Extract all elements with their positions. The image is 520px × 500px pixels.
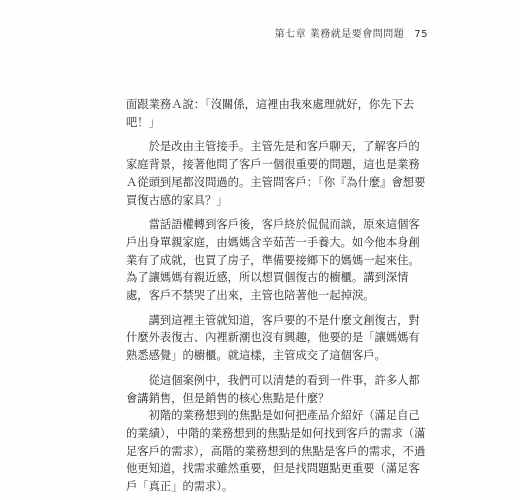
body-text	[126, 96, 426, 496]
paragraph: 當話語權轉到客戶後，客戶終於侃侃而談，原來這個客戶出身單親家庭，由媽媽含辛茹苦一手養大。如今他本身創業有了成就，也買了房子，準備要接鄉下的媽媽一起來住。為了讓媽媽有親近感，所以想買個復古的櫥櫃。講到深情處，客戶不禁哭了出來，主管也陪著他一起掉淚。	[126, 218, 420, 303]
paragraph: 初階的業務想到的焦點是如何把產品介紹好（滿足自己的業績），中階的業務想到的焦點是如何找到客戶的需求（滿足客戶的需求），高階的業務想到的焦點是客戶的需求，不過他更知道，找需求雖然重要，但是找問題點更重要（滿足客戶「真正」的需求）。	[126, 409, 426, 494]
paragraph: 於是改由主管接手。主管先是和客戶聊天，了解客戶的家庭背景，接著他問了客戶一個很重要的問題，這也是業務Ａ從頭到尾都沒問過的。主管問客戶：「你『為什麼』會想要買復古感的家具？」	[126, 140, 426, 207]
paragraph: 從這個案例中，我們可以清楚的看到一件事，許多人都會講銷售，但是銷售的核心焦點是什麼？	[126, 373, 420, 405]
running-header	[275, 25, 428, 40]
paragraph: 面跟業務Ａ說：「沒關係，這裡由我來處理就好，你先下去吧！」	[126, 98, 415, 129]
paragraph: 講到這裡主管就知道，客戶要的不是什麼文創復古，對什麼外表復古、內裡新潮也沒有興趣，他要的是「讓媽媽有熟悉感覺」的櫥櫃。就這樣，主管成交了這個客戶。	[126, 313, 420, 363]
page-number: 75	[414, 29, 428, 40]
chapter-title: 第七章 業務就是要會問問題	[274, 29, 405, 40]
